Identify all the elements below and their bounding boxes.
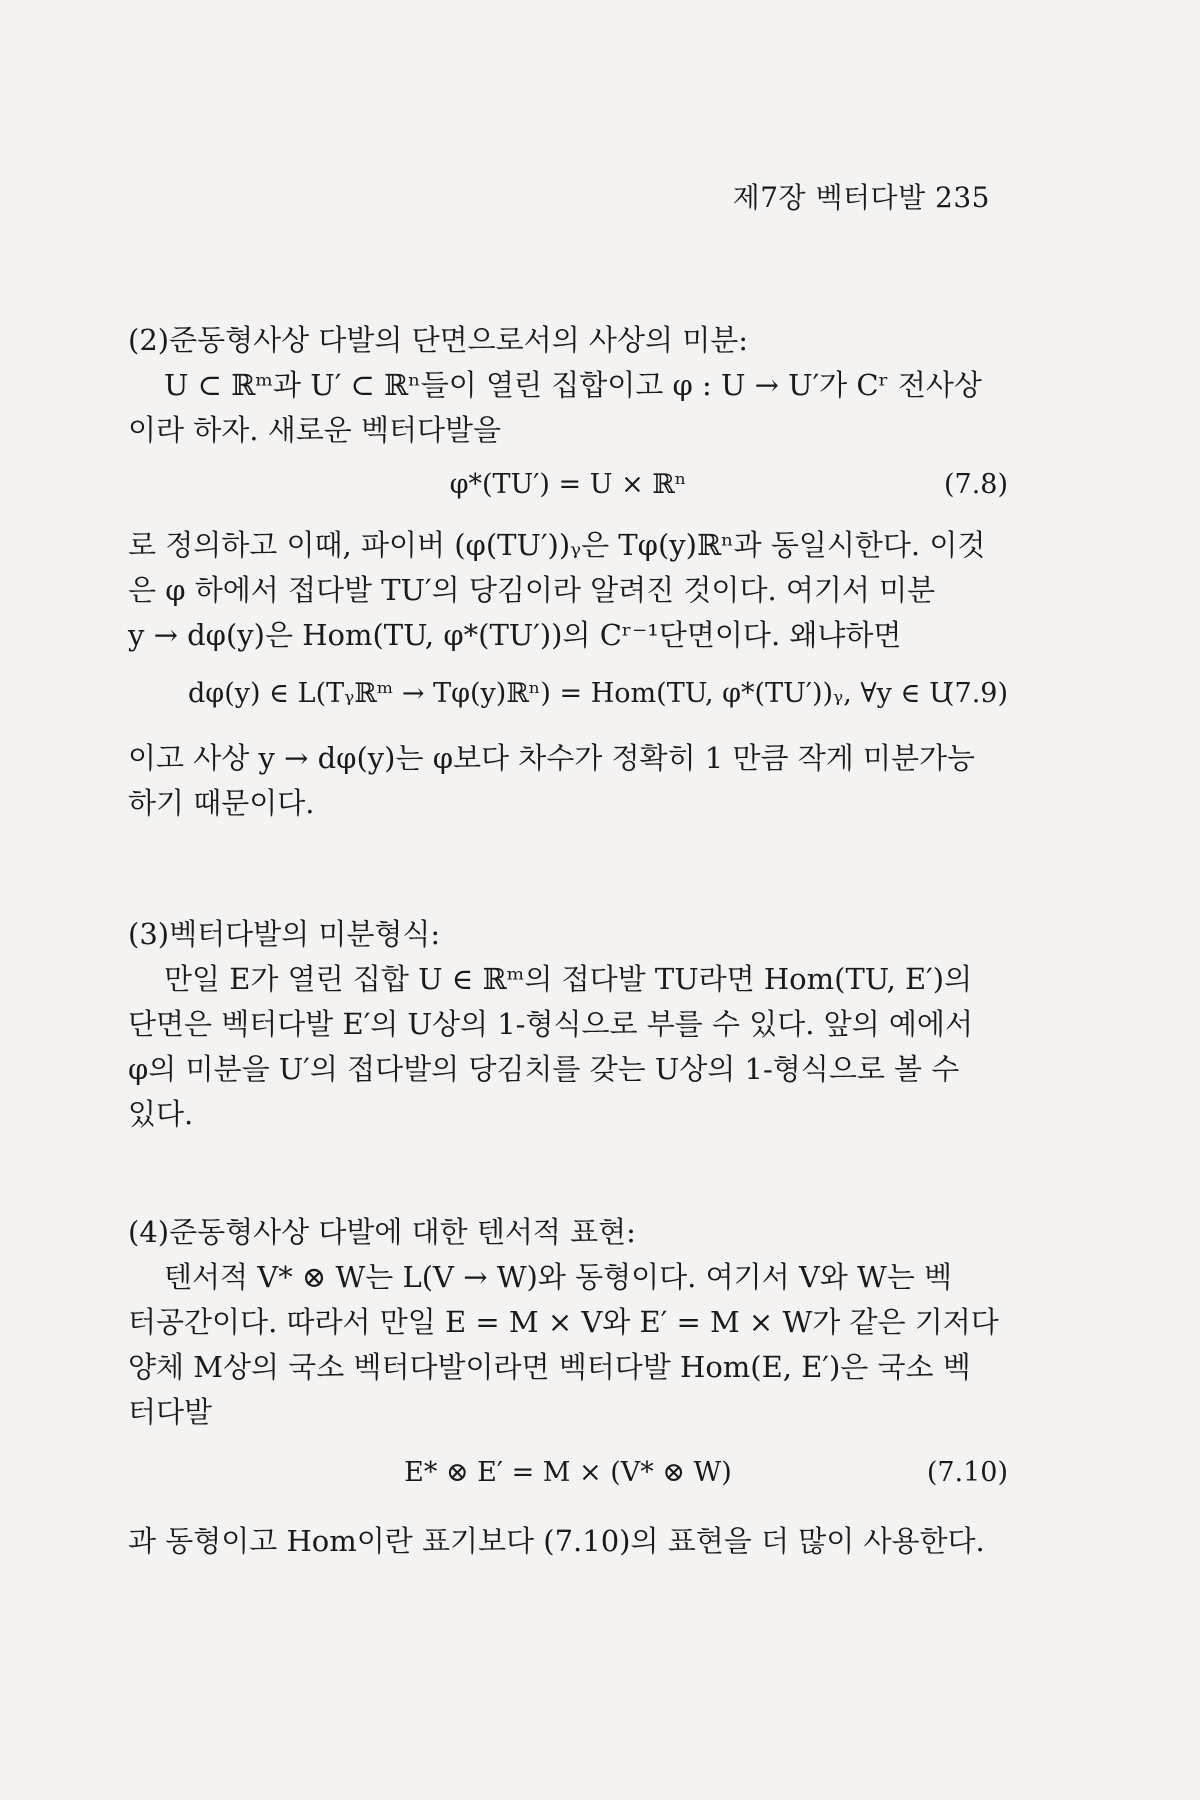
- section-3-line-3: φ의 미분을 U′의 접다발의 당김치를 갖는 U상의 1-형식으로 볼 수: [128, 1052, 960, 1086]
- section-2-line-3: 로 정의하고 이때, 파이버 (φ(TU′))ᵧ은 Tφ(y)ℝⁿ과 동일시한다. 이것: [128, 528, 986, 562]
- equation-7-8-body: φ*(TU′) = U × ℝⁿ: [449, 469, 687, 500]
- section-2-line-7: 하기 때문이다.: [128, 786, 315, 820]
- equation-7-10: [128, 1451, 1008, 1501]
- section-4-line-4: 터다발: [128, 1395, 213, 1429]
- equation-7-9: [128, 672, 1008, 722]
- equation-7-10-number: (7.10): [926, 1457, 1008, 1488]
- section-2-title: (2)준동형사상 다발의 단면으로서의 사상의 미분:: [128, 323, 748, 357]
- section-4-line-3: 양체 M상의 국소 벡터다발이라면 벡터다발 Hom(E, E′)은 국소 벡: [128, 1350, 971, 1384]
- running-head: 제7장 벡터다발 235: [732, 181, 990, 214]
- section-4: [128, 1210, 1008, 1564]
- equation-7-10-body: E* ⊗ E′ = M × (V* ⊗ W): [404, 1457, 732, 1488]
- equation-7-8: [128, 463, 1008, 513]
- section-4-title: (4)준동형사상 다발에 대한 텐서적 표현:: [128, 1215, 636, 1249]
- section-2-line-5: y → dφ(y)은 Hom(TU, φ*(TU′))의 Cʳ⁻¹단면이다. 왜냐하면: [128, 618, 902, 652]
- section-4-line-5: 과 동형이고 Hom이란 표기보다 (7.10)의 표현을 더 많이 사용한다.: [128, 1524, 985, 1558]
- section-3-title: (3)벡터다발의 미분형식:: [128, 917, 441, 951]
- section-3-line-4: 있다.: [128, 1097, 194, 1131]
- section-4-line-2: 터공간이다. 따라서 만일 E = M × V와 E′ = M × W가 같은 기저다: [128, 1305, 999, 1339]
- equation-7-9-body: dφ(y) ∈ L(Tᵧℝᵐ → Tφ(y)ℝⁿ) = Hom(TU, φ*(TU′))ᵧ, ∀y ∈ U: [188, 678, 952, 709]
- section-2-line-6: 이고 사상 y → dφ(y)는 φ보다 차수가 정확히 1 만큼 작게 미분가능: [128, 741, 976, 775]
- equation-7-9-number: (7.9): [943, 678, 1008, 709]
- section-2: [128, 318, 1008, 826]
- section-3: [128, 912, 1008, 1137]
- section-2-line-4: 은 φ 하에서 접다발 TU′의 당김이라 알려진 것이다. 여기서 미분: [128, 573, 936, 607]
- section-4-line-1: 텐서적 V* ⊗ W는 L(V → W)와 동형이다. 여기서 V와 W는 벡: [164, 1260, 953, 1294]
- section-2-line-2: 이라 하자. 새로운 벡터다발을: [128, 413, 502, 447]
- section-2-line-1: U ⊂ ℝᵐ과 U′ ⊂ ℝⁿ들이 열린 집합이고 φ : U → U′가 Cʳ 전사상: [164, 368, 982, 402]
- equation-7-8-number: (7.8): [943, 469, 1008, 500]
- section-3-line-2: 단면은 벡터다발 E′의 U상의 1-형식으로 부를 수 있다. 앞의 예에서: [128, 1007, 973, 1041]
- section-3-line-1: 만일 E가 열린 집합 U ∈ ℝᵐ의 접다발 TU라면 Hom(TU, E′)의: [164, 962, 973, 996]
